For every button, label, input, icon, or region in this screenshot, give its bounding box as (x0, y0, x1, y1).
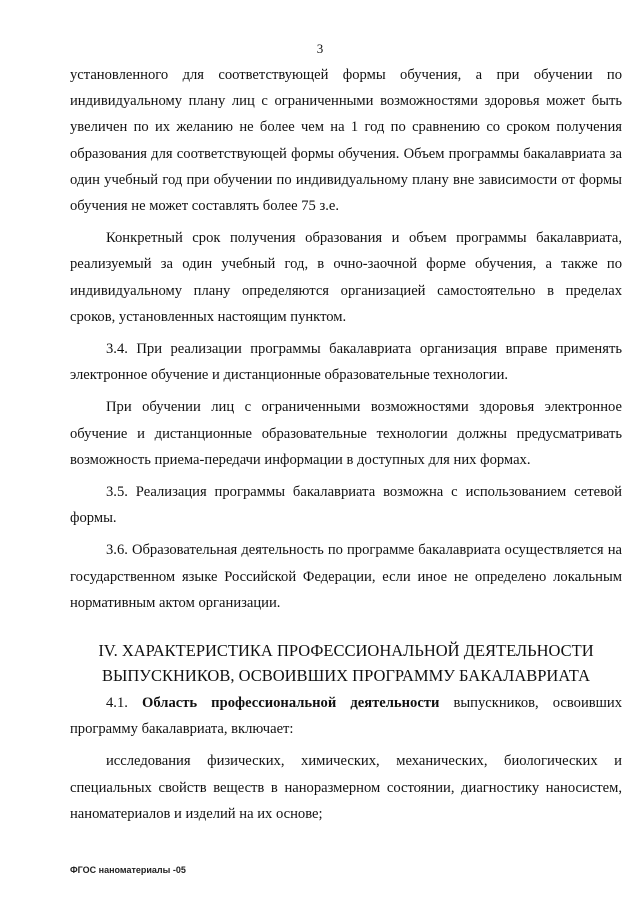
paragraph-4-1-bold: Область профессиональной деятельности (141, 695, 440, 712)
paragraph-3-4: 3.4. При реализации программы бакалавриата организация вправе применять электронное обучение и дистанционные образовательные технологии. (70, 341, 622, 384)
paragraph-4-1 (70, 690, 622, 742)
section-heading-line-2: ВЫПУСКНИКОВ, ОСВОИВШИХ ПРОГРАММУ БАКАЛАВРИАТА (102, 666, 590, 686)
footer-label: ФГОС наноматериалы -05 (70, 865, 186, 875)
paragraph-4-1-rest: выпускников, освоивших программу бакалавриата, включает: (70, 695, 622, 738)
paragraph-3-5: 3.5. Реализация программы бакалавриата возможна с использованием сетевой формы. (70, 484, 622, 527)
paragraph-disability-learning: При обучении лиц с ограниченными возможностями здоровья электронное обучение и дистанционные образовательные технологии должны предусматривать возможность приема-передачи информации в доступных для них формах. (70, 399, 622, 468)
paragraph-continuation: установленного для соответствующей формы обучения, а при обучении по индивидуальному плану лиц с ограниченными возможностями здоровья может быть увеличен по их желанию не более чем на 1 год по сравнению со сроком получения образования для соответствующей формы обучения. Объем программы бакалавриата за один учебный год при обучении по индивидуальному плану вне зависимости от формы обучения не может составлять более 75 з.е. (70, 67, 622, 215)
document-body (70, 62, 622, 827)
paragraph-term-details: Конкретный срок получения образования и объем программы бакалавриата, реализуемый за один учебный год, в очно-заочной форме обучения, а также по индивидуальному плану определяются организацией самостоятельно в пределах сроков, установленных настоящим пунктом. (70, 230, 622, 325)
paragraph-3-6: 3.6. Образовательная деятельность по программе бакалавриата осуществляется на государственном языке Российской Федерации, если иное не определено локальным нормативным актом организации. (70, 542, 622, 611)
paragraph-research-list-item: исследования физических, химических, механических, биологических и специальных свойств веществ в наноразмерном состоянии, диагностику наносистем, наноматериалов и изделий на их основе; (70, 753, 622, 822)
page-number: 3 (316, 41, 324, 56)
section-heading-line-1: IV. ХАРАКТЕРИСТИКА ПРОФЕССИОНАЛЬНОЙ ДЕЯТЕЛЬНОСТИ (98, 641, 594, 661)
section-heading (70, 638, 622, 688)
paragraph-4-1-number: 4.1. (106, 695, 128, 712)
